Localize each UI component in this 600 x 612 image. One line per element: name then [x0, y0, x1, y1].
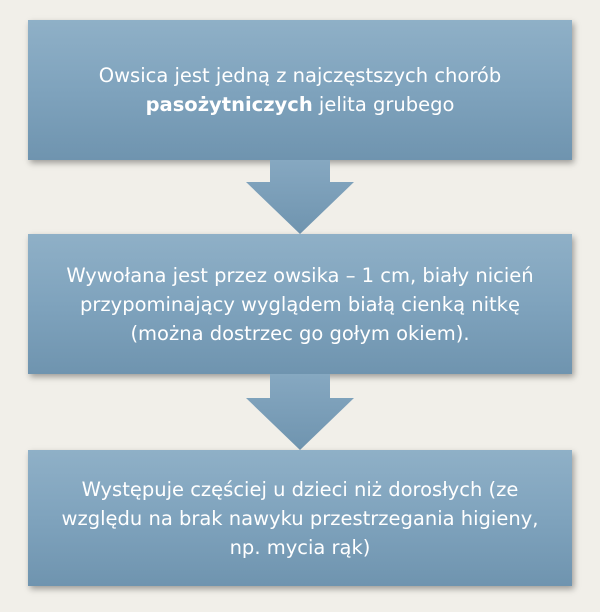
step-1-text: [99, 61, 502, 119]
step-2-line-3: (można dostrzec go gołym okiem).: [130, 321, 470, 345]
down-arrow-2: [246, 374, 354, 450]
step-3-line-3: np. mycia rąk): [229, 535, 371, 559]
step-box-3: [28, 450, 572, 586]
step-1-bold-word: pasożytniczych: [145, 93, 313, 116]
step-box-1: [28, 20, 572, 160]
step-1-line-1: Owsica jest jedną z najczęstszych chorób: [98, 64, 502, 87]
step-2-text: [66, 261, 533, 348]
step-1-line-2: [99, 90, 502, 119]
step-2-line-1: Wywołana jest przez owsika – 1 cm, biały nicień: [66, 263, 534, 287]
step-3-text: [62, 475, 539, 562]
down-arrow-1: [246, 160, 354, 234]
step-3-line-2: względu na brak nawyku przestrzegania higieny,: [61, 506, 539, 530]
step-2-line-2: przypominający wyglądem białą cienką nitkę: [80, 292, 520, 316]
step-3-line-1: Występuje częściej u dzieci niż dorosłych (ze: [81, 477, 519, 501]
step-box-2: [28, 234, 572, 374]
step-1-line-2-rest: jelita grubego: [312, 93, 455, 116]
